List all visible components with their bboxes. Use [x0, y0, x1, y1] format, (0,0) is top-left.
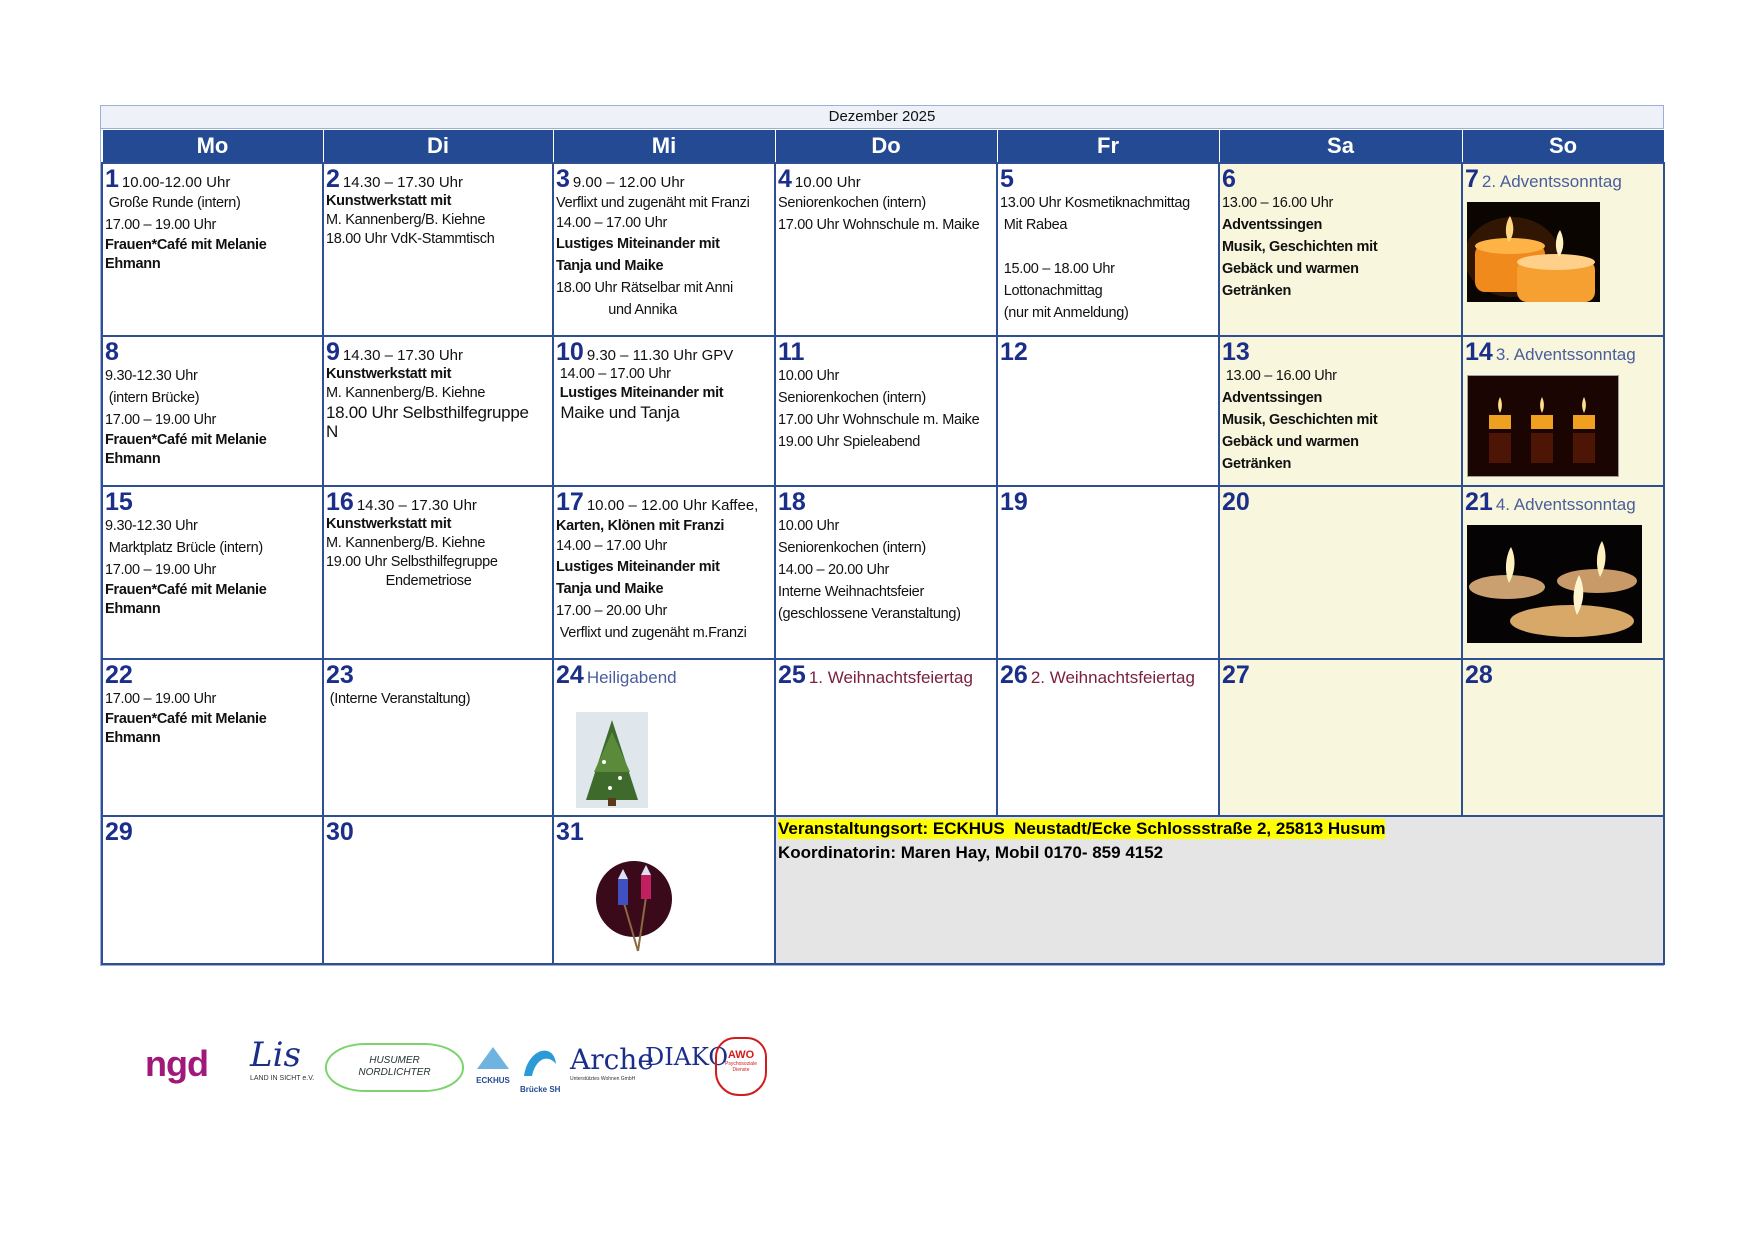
day-number: 13 [1222, 338, 1250, 366]
event-title: Ehmann [105, 730, 161, 746]
day-header [1465, 166, 1661, 192]
day-cell-21 [1462, 486, 1664, 659]
two-candles-image [1467, 202, 1600, 302]
event-title: Adventssingen [1222, 390, 1323, 406]
day-header [778, 339, 994, 365]
holiday-label: 2. Adventssonntag [1481, 172, 1622, 191]
event-title: Getränken [1222, 283, 1292, 299]
event-line: N [326, 422, 338, 441]
event-line: und Annika [556, 302, 677, 318]
day-number: 1 [105, 165, 119, 193]
day-number: 21 [1465, 488, 1493, 516]
day-header [1222, 166, 1459, 192]
day-header [1222, 489, 1459, 515]
day-header [556, 166, 772, 192]
event-line: 19.00 Uhr Spieleabend [778, 434, 921, 450]
day-number: 23 [326, 661, 354, 689]
calendar-grid [101, 129, 1665, 965]
day-cell-6 [1219, 163, 1462, 336]
weekday-do: Do [775, 130, 997, 164]
day-header [1465, 339, 1661, 365]
event-line: Seniorenkochen (intern) [778, 540, 926, 556]
day-number: 19 [1000, 488, 1028, 516]
month-title: Dezember 2025 [101, 106, 1663, 129]
event-line: Verflixt und zugenäht m.Franzi [556, 625, 747, 641]
day-image [1467, 525, 1661, 648]
day-number: 27 [1222, 661, 1250, 689]
day-header [556, 339, 772, 365]
day-number: 5 [1000, 165, 1014, 193]
weekday-so: So [1462, 130, 1664, 164]
calendar [100, 105, 1664, 966]
event-title: Tanja und Maike [556, 258, 664, 274]
event-line: 10.00 Uhr [778, 368, 839, 384]
day-header [556, 489, 772, 515]
weekday-di: Di [323, 130, 553, 164]
day-header [778, 166, 994, 192]
day-cell-26 [997, 659, 1219, 816]
event-title: Frauen*Café mit Melanie [105, 432, 267, 448]
diako-logo: DIAKO [645, 1043, 729, 1071]
day-cell-15 [102, 486, 323, 659]
day-cell-14 [1462, 336, 1664, 486]
event-title: Tanja und Maike [556, 581, 664, 597]
event-title: Kunstwerkstatt mit [326, 516, 452, 532]
event-line: Interne Weihnachtsfeier [778, 584, 924, 600]
event-time: 14.30 – 17.30 Uhr [342, 347, 463, 364]
day-cell-17 [553, 486, 775, 659]
day-number: 18 [778, 488, 806, 516]
day-number: 22 [105, 661, 133, 689]
event-line: 14.00 – 17.00 Uhr [556, 538, 667, 554]
event-title: Gebäck und warmen [1222, 261, 1359, 277]
event-line: M. Kannenberg/B. Kiehne [326, 535, 486, 551]
event-line: (Interne Veranstaltung) [326, 691, 471, 707]
husumer-nordlichter-logo: HUSUMER NORDLICHTER [325, 1043, 464, 1092]
event-line: 18.00 Uhr VdK-Stammtisch [326, 231, 495, 247]
day-number: 31 [556, 818, 584, 846]
day-cell-3 [553, 163, 775, 336]
event-title: Ehmann [105, 601, 161, 617]
weekday-header-row [102, 130, 1664, 164]
eckhus-logo: ECKHUS [475, 1045, 511, 1085]
bruecke-logo: Brücke SH [520, 1040, 560, 1094]
event-line: Seniorenkochen (intern) [778, 390, 926, 406]
event-title: Frauen*Café mit Melanie [105, 711, 267, 727]
event-time: 9.30 – 11.30 Uhr GPV [586, 347, 734, 364]
day-number: 4 [778, 165, 792, 193]
coordinator-info: Koordinatorin: Maren Hay, Mobil 0170- 859 4152 [778, 843, 1164, 862]
day-header [326, 166, 550, 192]
event-title: Frauen*Café mit Melanie [105, 237, 267, 253]
event-title: Frauen*Café mit Melanie [105, 582, 267, 598]
holiday-label: 4. Adventssonntag [1495, 495, 1636, 514]
day-image [1467, 202, 1661, 307]
day-header [778, 662, 994, 688]
event-line: Maike und Tanja [556, 403, 680, 422]
day-header [1222, 662, 1459, 688]
day-cell-24 [553, 659, 775, 816]
venue-info: Veranstaltungsort: ECKHUS Neustadt/Ecke Schlossstraße 2, 25813 Husum [778, 819, 1386, 838]
day-number: 6 [1222, 165, 1236, 193]
day-cell-29 [102, 816, 323, 964]
holiday-label: 3. Adventssonntag [1495, 345, 1636, 364]
bruecke-wave-icon [520, 1040, 560, 1080]
day-cell-11 [775, 336, 997, 486]
day-header [1000, 339, 1216, 365]
event-line: Marktplatz Brücle (intern) [105, 540, 263, 556]
day-cell-27 [1219, 659, 1462, 816]
day-number: 3 [556, 165, 570, 193]
day-image [594, 853, 772, 958]
day-cell-1 [102, 163, 323, 336]
event-line: 17.00 Uhr Wohnschule m. Maike [778, 412, 980, 428]
day-number: 17 [556, 488, 584, 516]
week-row [102, 486, 1664, 659]
fireworks-image [594, 853, 674, 953]
event-time: 14.30 – 17.30 Uhr [342, 174, 463, 191]
weekday-mi: Mi [553, 130, 775, 164]
day-image [576, 712, 772, 813]
day-number: 2 [326, 165, 340, 193]
day-number: 12 [1000, 338, 1028, 366]
event-line: 18.00 Uhr Rätselbar mit Anni [556, 280, 733, 296]
weekday-fr: Fr [997, 130, 1219, 164]
event-line: 9.30-12.30 Uhr [105, 518, 198, 534]
day-header [1465, 489, 1661, 515]
day-header [105, 662, 320, 688]
day-header [326, 662, 550, 688]
event-line: Endemetriose [326, 573, 472, 589]
day-number: 26 [1000, 661, 1028, 689]
event-line: Große Runde (intern) [105, 195, 241, 211]
event-line: 13.00 Uhr Kosmetiknachmittag [1000, 195, 1190, 211]
day-number: 8 [105, 338, 119, 366]
day-number: 9 [326, 338, 340, 366]
event-line: Lottonachmittag [1000, 283, 1103, 299]
event-line: 18.00 Uhr Selbsthilfegruppe [326, 403, 529, 422]
day-header [556, 662, 772, 688]
event-line: (geschlossene Veranstaltung) [778, 606, 961, 622]
event-line: 17.00 – 20.00 Uhr [556, 603, 667, 619]
day-cell-23 [323, 659, 553, 816]
day-cell-7 [1462, 163, 1664, 336]
event-line: 14.00 – 17.00 Uhr [556, 366, 671, 382]
event-line: 17.00 – 19.00 Uhr [105, 691, 216, 707]
day-header [1000, 489, 1216, 515]
awo-logo: AWO Psychosoziale Dienste [715, 1037, 767, 1096]
week-row [102, 659, 1664, 816]
day-header [778, 489, 994, 515]
event-line: 13.00 – 16.00 Uhr [1222, 195, 1333, 211]
week-row [102, 336, 1664, 486]
day-header [1222, 339, 1459, 365]
event-line: 10.00 Uhr [778, 518, 839, 534]
weekday-sa: Sa [1219, 130, 1462, 164]
event-line: 17.00 – 19.00 Uhr [105, 217, 216, 233]
day-number: 30 [326, 818, 354, 846]
event-line: 9.30-12.30 Uhr [105, 368, 198, 384]
day-header [105, 339, 320, 365]
day-header [1000, 662, 1216, 688]
event-title: Adventssingen [1222, 217, 1323, 233]
eckhus-roof-icon [475, 1045, 511, 1071]
day-header [1000, 166, 1216, 192]
holiday-label: 1. Weihnachtsfeiertag [808, 668, 973, 687]
day-number: 14 [1465, 338, 1493, 366]
event-title: Musik, Geschichten mit [1222, 412, 1378, 428]
weekday-mo: Mo [102, 130, 323, 164]
day-cell-31 [553, 816, 775, 964]
holiday-label: Heiligabend [586, 668, 677, 687]
event-line: Verflixt und zugenäht mit Franzi [556, 195, 750, 211]
event-line: (intern Brücke) [105, 390, 200, 406]
day-cell-25 [775, 659, 997, 816]
day-cell-8 [102, 336, 323, 486]
day-cell-16 [323, 486, 553, 659]
event-title: Musik, Geschichten mit [1222, 239, 1378, 255]
day-header [105, 166, 320, 192]
event-time: 10.00 Uhr [794, 174, 861, 191]
event-line: (nur mit Anmeldung) [1000, 305, 1129, 321]
event-line: Mit Rabea [1000, 217, 1068, 233]
event-line: M. Kannenberg/B. Kiehne [326, 212, 486, 228]
day-number: 11 [778, 338, 805, 366]
event-line: 17.00 Uhr Wohnschule m. Maike [778, 217, 980, 233]
day-cell-10 [553, 336, 775, 486]
event-title: Ehmann [105, 256, 161, 272]
day-number: 16 [326, 488, 354, 516]
event-line: 14.00 – 17.00 Uhr [556, 215, 667, 231]
holiday-label: 2. Weihnachtsfeiertag [1030, 668, 1195, 687]
event-title: Lustiges Miteinander mit [556, 559, 720, 575]
day-number: 15 [105, 488, 133, 516]
day-cell-30 [323, 816, 553, 964]
event-line: 19.00 Uhr Selbsthilfegruppe [326, 554, 498, 570]
three-candles-image [1467, 375, 1619, 477]
event-time: 9.00 – 12.00 Uhr [572, 174, 685, 191]
tea-lights-image [1467, 525, 1642, 643]
day-number: 24 [556, 661, 584, 689]
day-header [1465, 662, 1661, 688]
event-line: M. Kannenberg/B. Kiehne [326, 385, 486, 401]
event-time: 10.00 – 12.00 Uhr Kaffee, [586, 497, 759, 514]
event-title: Kunstwerkstatt mit [326, 193, 452, 209]
week-row-last [102, 816, 1664, 964]
day-cell-12 [997, 336, 1219, 486]
week-row [102, 163, 1664, 336]
lis-logo: Lis LAND IN SICHT e.V. [250, 1035, 315, 1082]
day-number: 10 [556, 338, 584, 366]
event-line: 15.00 – 18.00 Uhr [1000, 261, 1115, 277]
footer-info-cell [775, 816, 1664, 964]
event-title: Karten, Klönen mit Franzi [556, 518, 725, 534]
day-image [1467, 375, 1661, 482]
day-cell-22 [102, 659, 323, 816]
day-cell-5 [997, 163, 1219, 336]
day-number: 29 [105, 818, 133, 846]
event-line: 17.00 – 19.00 Uhr [105, 562, 216, 578]
arche-logo: Arche Unterstütztes Wohnen GmbH [570, 1043, 654, 1082]
day-cell-19 [997, 486, 1219, 659]
event-line [1000, 236, 1216, 258]
sponsor-logos [145, 1035, 785, 1105]
day-cell-18 [775, 486, 997, 659]
event-title: Kunstwerkstatt mit [326, 366, 452, 382]
event-title: Gebäck und warmen [1222, 434, 1359, 450]
day-cell-20 [1219, 486, 1462, 659]
event-title: Ehmann [105, 451, 161, 467]
event-title: Getränken [1222, 456, 1292, 472]
event-line: 17.00 – 19.00 Uhr [105, 412, 216, 428]
event-line: Seniorenkochen (intern) [778, 195, 926, 211]
event-line: 13.00 – 16.00 Uhr [1222, 368, 1337, 384]
day-header [105, 489, 320, 515]
day-header [326, 489, 550, 515]
day-number: 25 [778, 661, 806, 689]
event-title: Lustiges Miteinander mit [556, 236, 720, 252]
christmas-tree-image [576, 712, 648, 808]
day-cell-13 [1219, 336, 1462, 486]
day-number: 7 [1465, 165, 1479, 193]
event-title: Lustiges Miteinander mit [556, 385, 724, 401]
event-time: 14.30 – 17.30 Uhr [356, 497, 477, 514]
day-number: 28 [1465, 661, 1493, 689]
day-cell-2 [323, 163, 553, 336]
day-cell-4 [775, 163, 997, 336]
day-number: 20 [1222, 488, 1250, 516]
day-cell-28 [1462, 659, 1664, 816]
day-cell-9 [323, 336, 553, 486]
event-time: 10.00-12.00 Uhr [121, 174, 231, 191]
event-line: 14.00 – 20.00 Uhr [778, 562, 889, 578]
day-header [326, 339, 550, 365]
ngd-logo: ngd [145, 1043, 208, 1084]
